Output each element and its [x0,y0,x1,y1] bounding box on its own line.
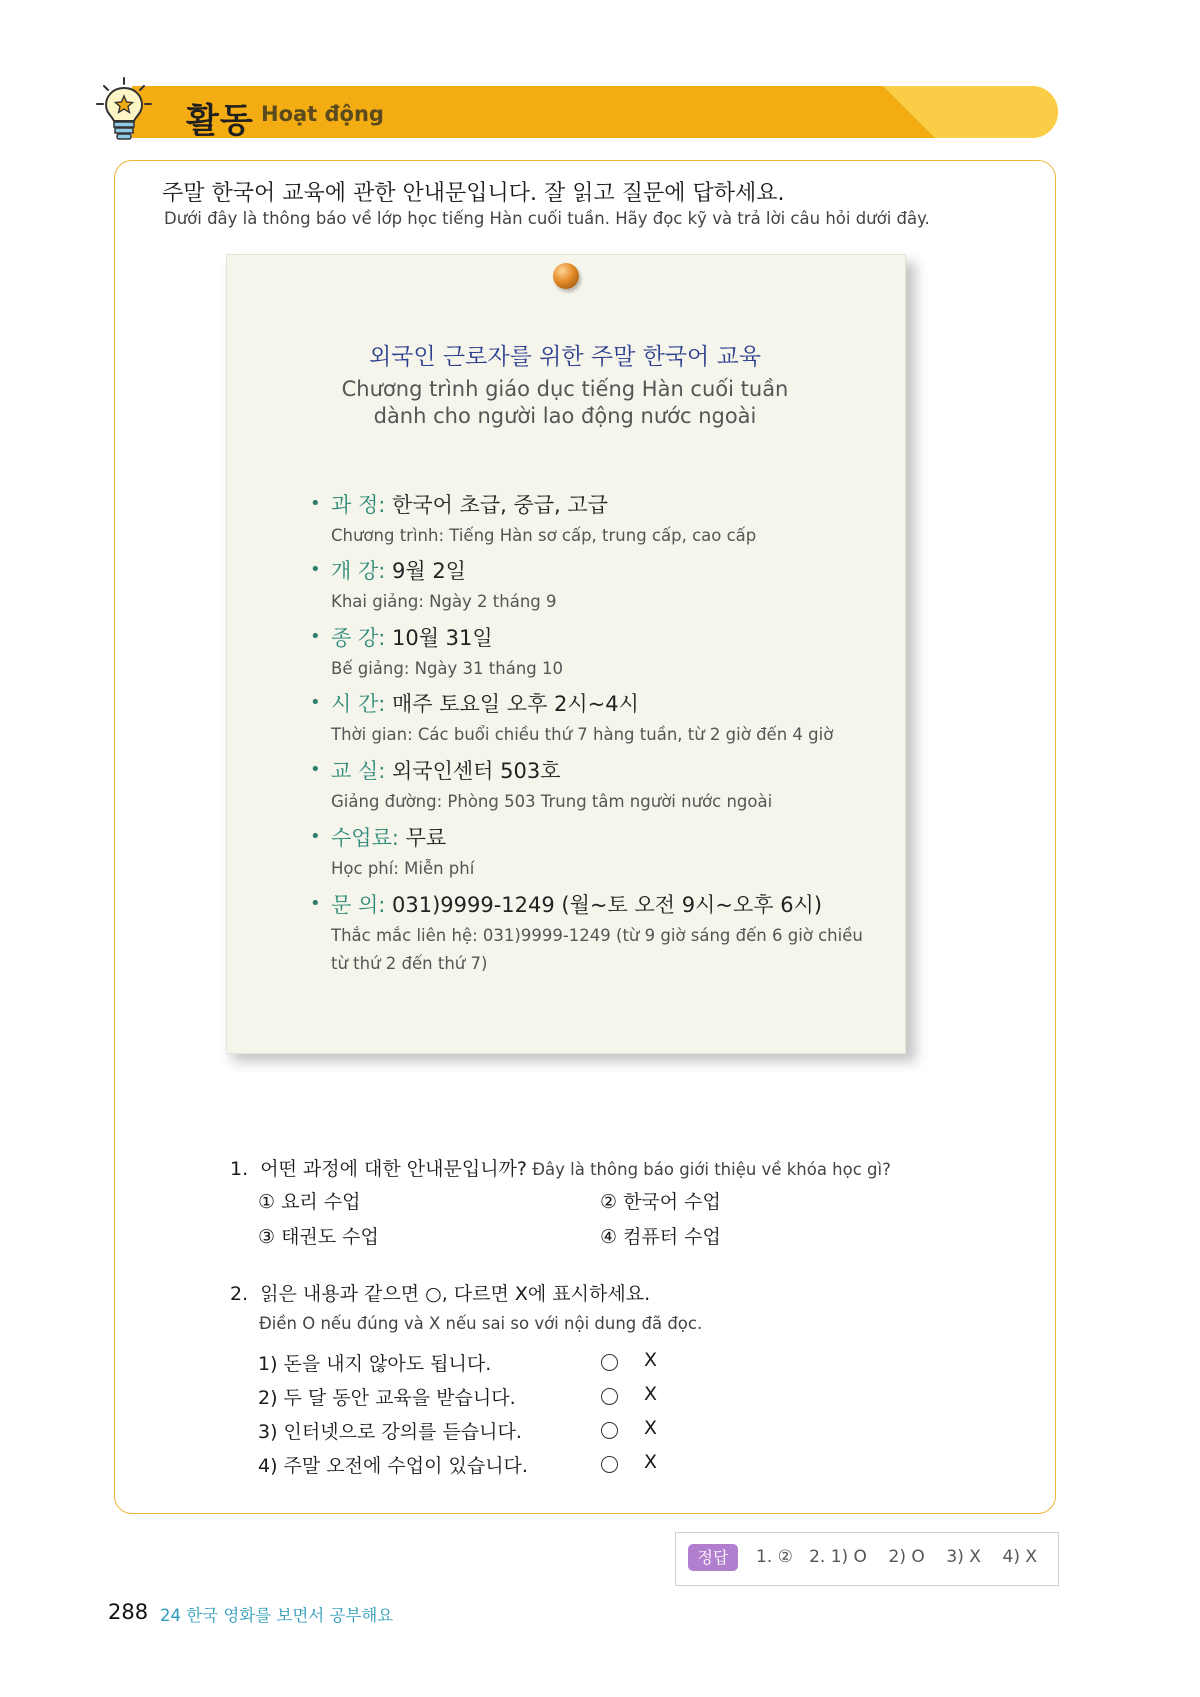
item-value: 10월 31일 [385,626,493,650]
question-1-korean: 어떤 과정에 대한 안내문입니까? [260,1158,527,1180]
question-2-number: 2. [230,1283,249,1305]
o-mark-4[interactable] [601,1456,618,1473]
item-translation: Học phí: Miễn phí [331,859,475,878]
answer-text: 1. ② 2. 1) O 2) O 3) X 4) X [756,1547,1038,1567]
bullet-icon: • [310,826,321,847]
bullet-icon: • [310,759,321,780]
notice-title-vietnamese: Chương trình giáo dục tiếng Hàn cuối tuần dành cho người lao động nước ngoài [341,377,789,428]
q1-option-4[interactable]: ④ 컴퓨터 수업 [600,1226,721,1248]
notice-title-korean: 외국인 근로자를 위한 주말 한국어 교육 [368,344,762,370]
activity-title: 활동 [186,101,254,141]
question-2-vietnamese: Điền O nếu đúng và X nếu sai so với nội dung đã đọc. [259,1314,703,1333]
item-label: 문 의: [331,893,386,917]
pushpin-icon [553,263,579,289]
question-1-vietnamese: Đây là thông báo giới thiệu về khóa học gì? [527,1160,891,1179]
item-translation: Giảng đường: Phòng 503 Trung tâm người nước ngoài [331,792,773,811]
bullet-icon: • [310,626,321,647]
answer-key-box [675,1532,1059,1586]
item-label: 수업료: [331,826,399,850]
lightbulb-icon [94,76,154,142]
page-number: 288 [108,1600,149,1624]
bullet-icon: • [310,559,321,580]
item-label: 교 실: [331,759,386,783]
item-translation: Khai giảng: Ngày 2 tháng 9 [331,592,557,611]
bullet-icon: • [310,692,321,713]
chapter-title: 24 한국 영화를 보면서 공부해요 [160,1606,394,1625]
bullet-icon: • [310,893,321,914]
item-value: 9월 2일 [385,559,466,583]
item-value: 031)9999-1249 (월~토 오전 9시~오후 6시) [385,893,823,917]
statement-3: 3) 인터넷으로 강의를 듣습니다. [258,1421,522,1443]
statement-4: 4) 주말 오전에 수업이 있습니다. [258,1455,528,1477]
q1-option-1[interactable]: ① 요리 수업 [258,1191,361,1213]
item-label: 종 강: [331,626,386,650]
activity-subtitle: Hoạt động [261,102,384,126]
item-translation: Chương trình: Tiếng Hàn sơ cấp, trung cấp, cao cấp [331,526,757,545]
x-mark-3[interactable]: X [644,1417,658,1439]
x-mark-1[interactable]: X [644,1349,658,1371]
question-2 [230,1279,650,1306]
item-label: 시 간: [331,692,386,716]
item-value: 무료 [398,826,447,850]
question-2-korean: 읽은 내용과 같으면 ○, 다르면 X에 표시하세요. [260,1283,651,1305]
question-1-number: 1. [230,1158,249,1180]
q1-option-2[interactable]: ② 한국어 수업 [600,1191,721,1213]
item-value: 매주 토요일 오후 2시~4시 [385,692,639,716]
o-mark-1[interactable] [601,1354,618,1371]
statement-1: 1) 돈을 내지 않아도 됩니다. [258,1353,492,1375]
item-value: 외국인센터 503호 [385,759,561,783]
banner-highlight [883,86,1058,138]
item-label: 개 강: [331,559,386,583]
instruction-vietnamese: Dưới đây là thông báo về lớp học tiếng Hàn cuối tuần. Hãy đọc kỹ và trả lời câu hỏi dưới đây. [164,209,930,228]
item-translation: Bế giảng: Ngày 31 tháng 10 [331,659,564,678]
question-1 [230,1154,891,1181]
answer-badge: 정답 [688,1544,738,1571]
x-mark-2[interactable]: X [644,1383,658,1405]
instruction-korean: 주말 한국어 교육에 관한 안내문입니다. 잘 읽고 질문에 답하세요. [162,181,785,206]
x-mark-4[interactable]: X [644,1451,658,1473]
o-mark-2[interactable] [601,1388,618,1405]
statement-2: 2) 두 달 동안 교육을 받습니다. [258,1387,516,1409]
bullet-icon: • [310,493,321,514]
item-translation: Thắc mắc liên hệ: 031)9999-1249 (từ 9 giờ sáng đến 6 giờ chiều từ thứ 2 đến thứ 7) [331,926,863,973]
q1-option-3[interactable]: ③ 태권도 수업 [258,1226,379,1248]
o-mark-3[interactable] [601,1422,618,1439]
item-translation: Thời gian: Các buổi chiều thứ 7 hàng tuần, từ 2 giờ đến 4 giờ [331,725,834,744]
item-label: 과 정: [331,493,386,517]
item-value: 한국어 초급, 중급, 고급 [385,493,608,517]
